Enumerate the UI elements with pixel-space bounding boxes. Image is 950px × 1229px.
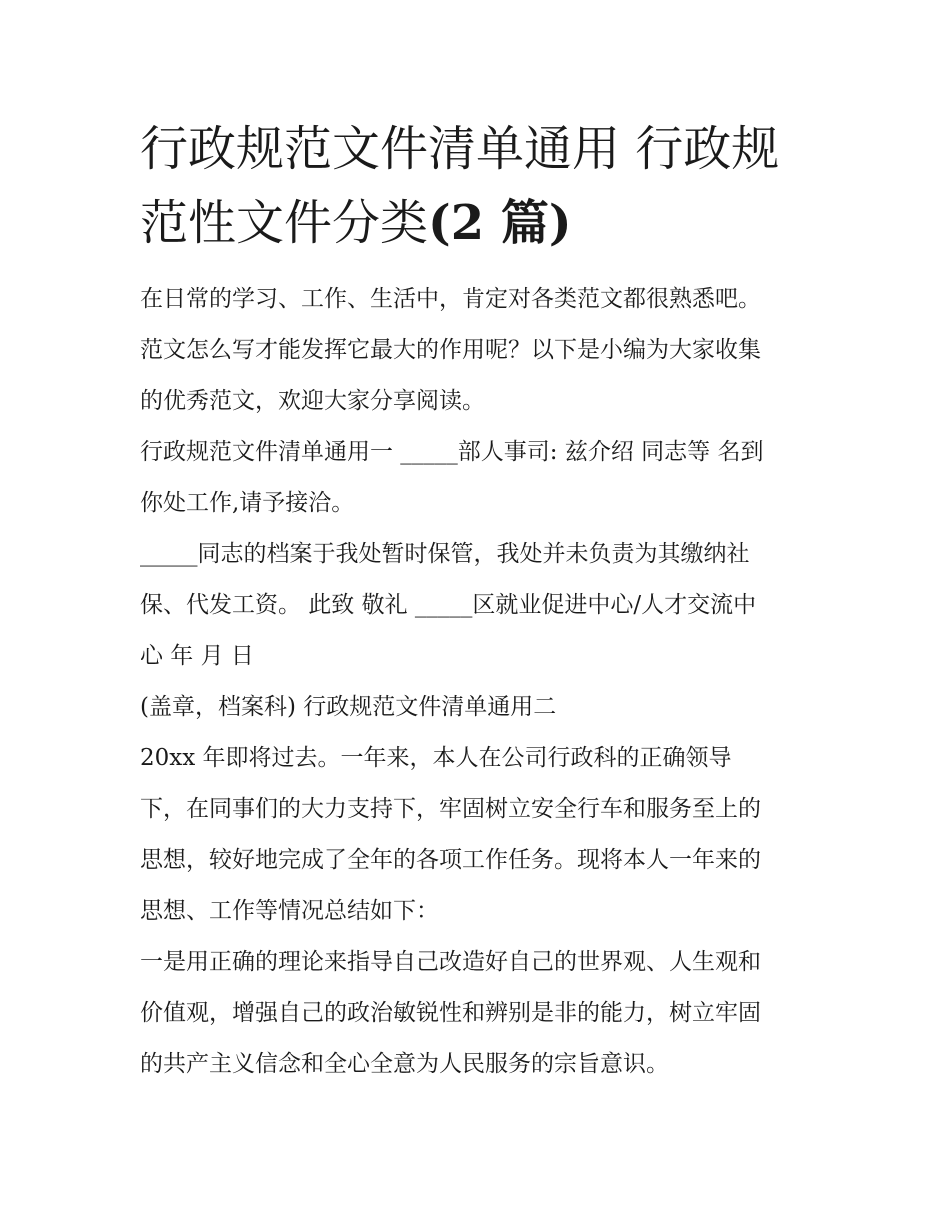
document-body (140, 274, 820, 1090)
body-line: 行政规范文件清单通用一 _____部人事司: 兹介绍 同志等 名到 (140, 439, 764, 465)
title-line-1: 行政规范文件清单通用 行政规 (140, 121, 780, 177)
body-line: (盖章，档案科) 行政规范文件清单通用二 (140, 694, 557, 720)
body-line: 保、代发工资。 此致 敬礼 _____区就业促进中心/人才交流中 (140, 592, 757, 618)
title-count: (2 篇) (428, 195, 572, 251)
document-title (140, 112, 820, 260)
body-line: 在日常的学习、工作、生活中，肯定对各类范文都很熟悉吧。 (140, 286, 761, 312)
body-line: _____同志的档案于我处暂时保管，我处并未负责为其缴纳社 (140, 541, 750, 567)
body-line: 思想，较好地完成了全年的各项工作任务。现将本人一年来的 (140, 847, 761, 873)
body-line: 20xx 年即将过去。一年来，本人在公司行政科的正确领导 (140, 745, 732, 771)
body-line: 的共产主义信念和全心全意为人民服务的宗旨意识。 (140, 1051, 669, 1077)
body-line: 思想、工作等情况总结如下： (140, 898, 439, 924)
body-line: 下，在同事们的大力支持下，牢固树立安全行车和服务至上的 (140, 796, 761, 822)
body-line: 你处工作,请予接洽。 (140, 490, 355, 516)
title-line-2: 范性文件分类 (140, 195, 429, 251)
body-line: 价值观，增强自己的政治敏锐性和辨别是非的能力，树立牢固 (140, 1000, 761, 1026)
body-line: 心 年 月 日 (140, 643, 254, 669)
body-line: 的优秀范文，欢迎大家分享阅读。 (140, 388, 485, 414)
body-line: 范文怎么写才能发挥它最大的作用呢？以下是小编为大家收集 (140, 337, 761, 363)
body-line: 一是用正确的理论来指导自己改造好自己的世界观、人生观和 (140, 949, 761, 975)
